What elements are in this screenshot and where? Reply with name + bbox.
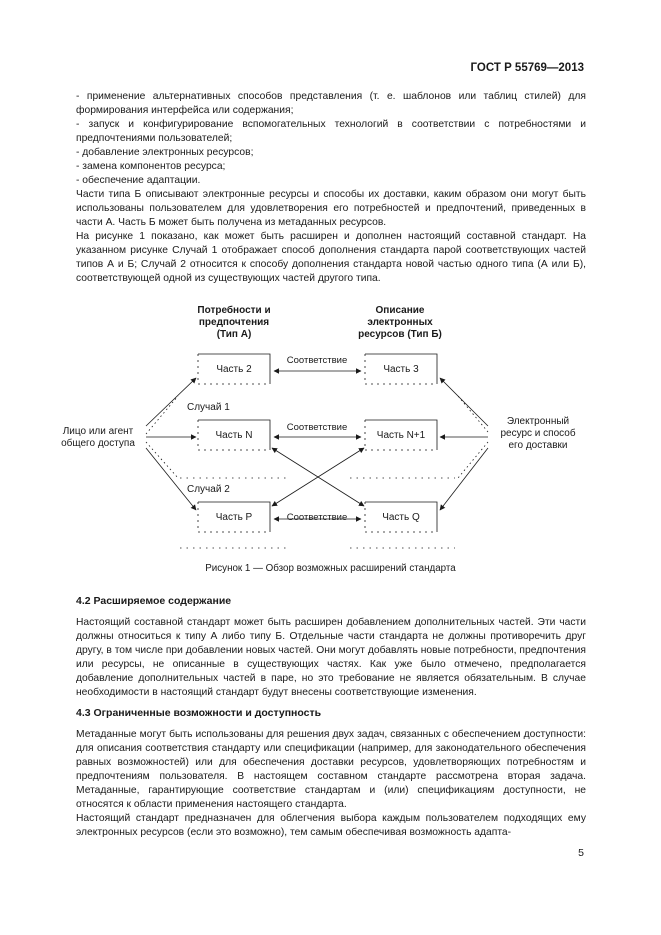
case-1-label: Случай 1	[187, 402, 230, 413]
col-a-title: предпочтения	[198, 317, 270, 328]
box-part-n1	[365, 420, 437, 450]
col-a-title: Потребности и	[197, 305, 271, 316]
left-label: общего доступа	[61, 438, 135, 449]
bullet-line: - применение альтернативных способов представления (т. е. шаблонов или таблиц стилей) для формирования интерфейса или содержания;	[76, 91, 586, 116]
col-b-title: Описание	[375, 305, 425, 316]
case-2-label: Случай 2	[187, 484, 230, 495]
svg-text:Часть Q: Часть Q	[382, 512, 420, 523]
bullet-line: - запуск и конфигурирование вспомогательных технологий в соответствии с потребностями и предпочтениями пользователей;	[76, 119, 586, 144]
match-label: Соответствие	[286, 355, 348, 366]
extension-diagram	[60, 296, 600, 571]
section-heading: 4.2 Расширяемое содержание	[76, 595, 232, 607]
paragraph: Настоящий составной стандарт может быть расширен добавлением дополнительных частей. Эти части должны относиться к типу А либо типу Б. Отдельные части стандарта не должны противоречить друг другу, в том числе при добавлении новых частей. Они могут добавлять новые потребности, предпочтения или ресурсы, не описанные в существующих частях. Как уже было отмечено, предполагается добавление дополнительных частей в паре, но это требование не является обязательным. В случае необходимости в настоящий стандарт будут внесены соответствующие изменения.	[76, 617, 586, 698]
right-arrow	[440, 378, 488, 426]
page-number: 5	[578, 847, 584, 859]
section-heading: 4.3 Ограниченные возможности и доступность	[76, 707, 322, 719]
svg-text:Часть N+1: Часть N+1	[376, 430, 426, 441]
left-arrow	[146, 448, 196, 510]
svg-text:Часть P: Часть P	[215, 512, 253, 523]
paragraph: Настоящий стандарт предназначен для облегчения выбора каждым пользователем подходящих ему электронных ресурсов (если это возможно), тем самым обеспечивая возможность адапта-	[76, 813, 586, 838]
box-part-p	[198, 502, 270, 532]
match-label: Соответствие	[286, 422, 348, 433]
standard-number: ГОСТ Р 55769—2013	[470, 62, 584, 74]
right-label: ресурс и способ	[500, 428, 576, 439]
match-label: Соответствие	[286, 512, 348, 523]
paragraph: На рисунке 1 показано, как может быть расширен и дополнен настоящий составной стандарт. На указанном рисунке Случай 1 отображает способ дополнения стандарта парой соответствующих частей типов А и Б; Случай 2 относится к способу дополнения стандарта новой частью одного типа (А или Б), соответствующей одной из существующих частей другого типа.	[76, 231, 586, 284]
right-label: его доставки	[508, 440, 568, 451]
box-part-n	[198, 420, 270, 450]
right-dotted-arrow	[458, 442, 488, 478]
col-a-title: (Тип А)	[216, 329, 252, 340]
figure-caption: Рисунок 1 — Обзор возможных расширений стандарта	[205, 563, 456, 574]
box-part-q	[365, 502, 437, 532]
left-label: Лицо или агент	[62, 426, 134, 437]
paragraph: Части типа Б описывают электронные ресурсы и способы их доставки, каким образом они могут быть использованы пользователем для удовлетворения его потребностей и предпочтений, приведенных в части А. Часть Б может быть получена из метаданных ресурсов.	[76, 189, 586, 228]
svg-text:Часть N: Часть N	[215, 430, 253, 441]
svg-text:Часть 3: Часть 3	[383, 364, 419, 375]
intro-block	[76, 90, 586, 286]
paragraph: Метаданные могут быть использованы для решения двух задач, связанных с обеспечением доступности: для описания соответствия стандарту или спецификации (например, для законодательного обеспечения равных возможностей) или для обеспечения доставки ресурсов, удовлетворяющих потребностям и предпочтениям пользователя. В настоящем составном стандарте рассмотрена вторая задача. Метаданные, гарантирующие соответствие стандартам и (или) спецификациям доступности, не относятся к области применения настоящего стандарта.	[76, 729, 586, 810]
right-arrow	[440, 448, 488, 510]
bullet-line: - замена компонентов ресурса;	[76, 161, 226, 172]
right-label: Электронный	[506, 416, 570, 427]
bullet-line: - добавление электронных ресурсов;	[76, 147, 254, 158]
box-part-2	[198, 354, 270, 384]
bullet-line: - обеспечение адаптации.	[76, 175, 201, 186]
col-b-title: ресурсов (Тип Б)	[358, 329, 442, 340]
col-b-title: электронных	[367, 317, 433, 328]
left-dotted-arrow	[146, 442, 178, 478]
section-4-3-body	[76, 728, 586, 840]
right-dotted-arrow	[458, 396, 488, 432]
svg-text:Часть 2: Часть 2	[216, 364, 252, 375]
section-4-2-body	[76, 616, 586, 700]
box-part-3	[365, 354, 437, 384]
left-dotted-arrow	[146, 396, 178, 434]
